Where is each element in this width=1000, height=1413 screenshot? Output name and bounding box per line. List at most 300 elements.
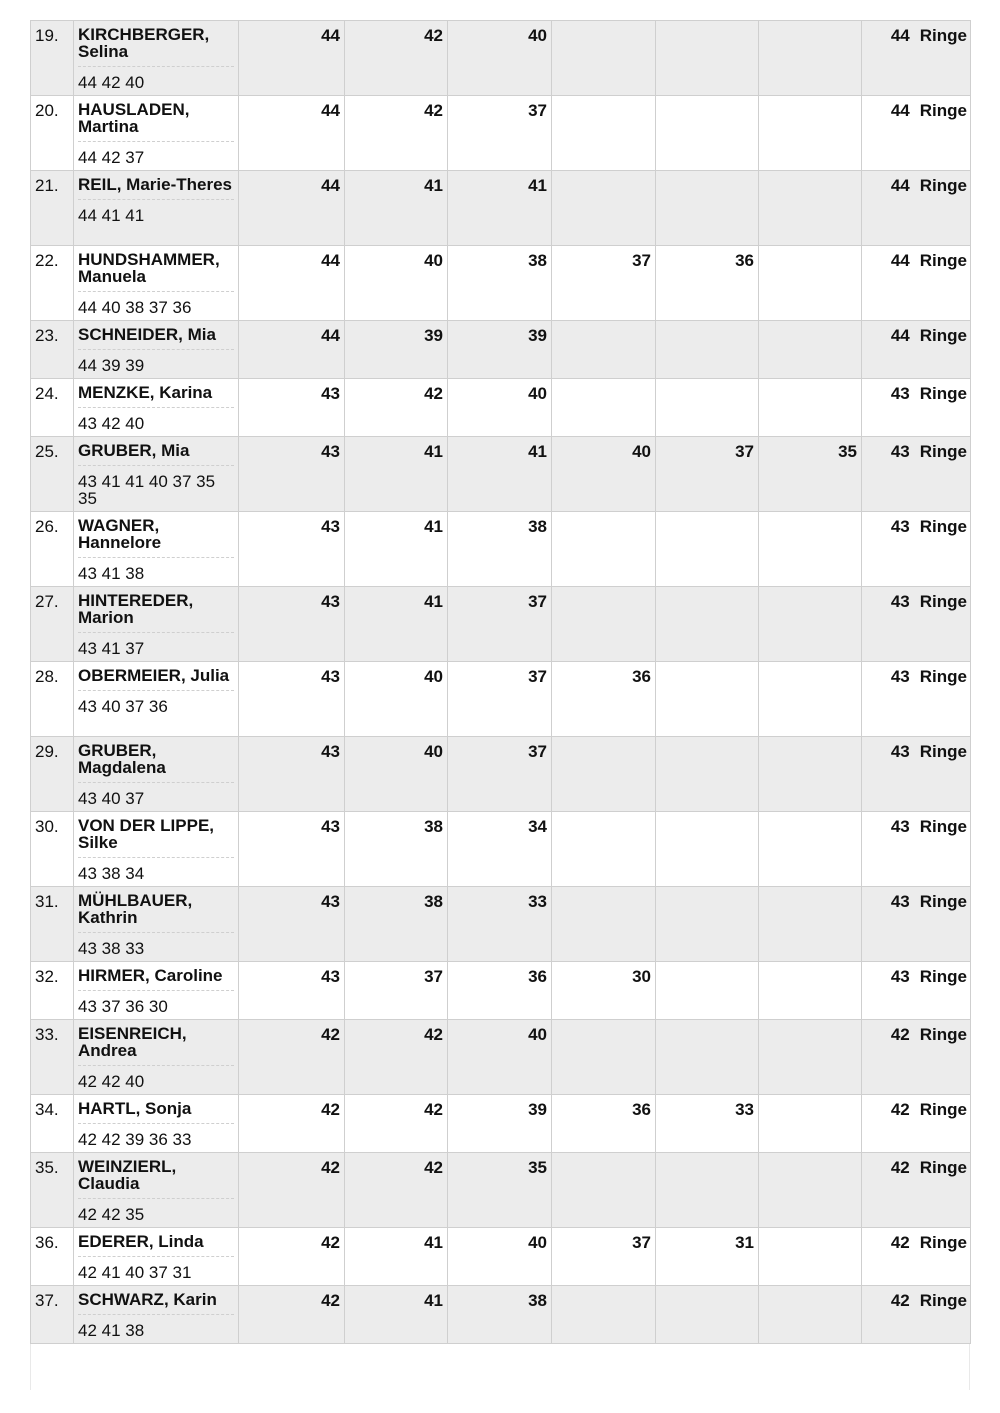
result-cell [862, 96, 971, 171]
score-value: 36 [632, 667, 651, 686]
series-summary: 42 42 39 36 33 [78, 1123, 234, 1148]
score-cell [239, 437, 345, 512]
score-cell [239, 737, 345, 812]
score-cell [552, 587, 656, 662]
rank: 32. [35, 967, 59, 986]
score-value: 41 [424, 442, 443, 461]
rank-cell [31, 171, 74, 246]
result-unit: Ringe [919, 26, 967, 45]
result-value: 43 [890, 592, 910, 611]
table-row [31, 662, 971, 737]
table-row [31, 1228, 971, 1286]
rank-cell [31, 1286, 74, 1344]
result-value: 43 [890, 742, 910, 761]
score-cell [656, 962, 759, 1020]
name-cell [74, 437, 239, 512]
name-cell [74, 1095, 239, 1153]
score-value: 37 [424, 967, 443, 986]
rank: 35. [35, 1158, 59, 1177]
score-value: 41 [424, 1291, 443, 1310]
score-cell [656, 171, 759, 246]
score-cell [448, 437, 552, 512]
series-summary: 42 42 40 [78, 1065, 234, 1090]
score-cell [552, 1286, 656, 1344]
score-cell [345, 1095, 448, 1153]
score-value: 43 [321, 817, 340, 836]
result-cell [862, 587, 971, 662]
shooter-name: EDERER, Linda [78, 1232, 204, 1251]
score-cell [448, 1020, 552, 1095]
score-cell [552, 171, 656, 246]
result-value: 43 [890, 967, 910, 986]
score-cell [656, 887, 759, 962]
table-row [31, 96, 971, 171]
score-cell [239, 379, 345, 437]
shooter-name: SCHWARZ, Karin [78, 1290, 217, 1309]
score-value: 39 [528, 326, 547, 345]
score-cell [345, 1153, 448, 1228]
score-value: 37 [528, 667, 547, 686]
result-cell [862, 21, 971, 96]
result-unit: Ringe [919, 1025, 967, 1044]
result-value: 44 [890, 26, 910, 45]
score-value: 38 [424, 817, 443, 836]
shooter-name: VON DER LIPPE, Silke [78, 816, 215, 852]
table-row [31, 1095, 971, 1153]
score-cell [759, 379, 862, 437]
series-summary: 44 39 39 [78, 349, 234, 374]
score-cell [759, 1228, 862, 1286]
result-unit: Ringe [919, 967, 967, 986]
score-cell [656, 587, 759, 662]
table-row [31, 321, 971, 379]
score-value: 37 [528, 742, 547, 761]
score-value: 42 [424, 384, 443, 403]
series-summary: 43 38 34 [78, 857, 234, 882]
score-value: 36 [632, 1100, 651, 1119]
result-cell [862, 379, 971, 437]
score-value: 42 [424, 26, 443, 45]
result-value: 42 [890, 1158, 910, 1177]
score-cell [759, 171, 862, 246]
name-cell [74, 962, 239, 1020]
table-row [31, 587, 971, 662]
table-row [31, 737, 971, 812]
result-unit: Ringe [919, 1233, 967, 1252]
score-cell [759, 737, 862, 812]
score-cell [656, 1020, 759, 1095]
score-cell [759, 512, 862, 587]
score-cell [759, 96, 862, 171]
rank-cell [31, 587, 74, 662]
score-cell [448, 587, 552, 662]
score-cell [656, 812, 759, 887]
score-cell [448, 21, 552, 96]
score-value: 37 [528, 592, 547, 611]
shooter-name: KIRCHBERGER, Selina [78, 25, 210, 61]
name-cell [74, 96, 239, 171]
name-cell [74, 512, 239, 587]
name-cell [74, 1153, 239, 1228]
result-cell [862, 812, 971, 887]
score-value: 37 [632, 1233, 651, 1252]
score-value: 42 [321, 1158, 340, 1177]
series-summary: 43 40 37 36 [78, 690, 234, 715]
score-value: 31 [735, 1233, 754, 1252]
score-cell [552, 21, 656, 96]
score-cell [759, 1020, 862, 1095]
score-cell [345, 962, 448, 1020]
shooter-name: GRUBER, Magdalena [78, 741, 166, 777]
score-value: 37 [528, 101, 547, 120]
rank-cell [31, 379, 74, 437]
result-unit: Ringe [919, 1100, 967, 1119]
score-value: 43 [321, 892, 340, 911]
series-summary: 43 40 37 [78, 782, 234, 807]
series-summary: 43 41 38 [78, 557, 234, 582]
result-unit: Ringe [919, 517, 967, 536]
name-cell [74, 21, 239, 96]
result-unit: Ringe [919, 667, 967, 686]
result-cell [862, 246, 971, 321]
score-value: 40 [528, 384, 547, 403]
rank-cell [31, 21, 74, 96]
rank: 22. [35, 251, 59, 270]
shooter-name: EISENREICH, Andrea [78, 1024, 187, 1060]
score-value: 42 [424, 1100, 443, 1119]
name-cell [74, 171, 239, 246]
score-cell [448, 512, 552, 587]
score-value: 30 [632, 967, 651, 986]
score-cell [656, 1228, 759, 1286]
table-row [31, 246, 971, 321]
score-value: 34 [528, 817, 547, 836]
result-value: 44 [890, 251, 910, 270]
name-cell [74, 887, 239, 962]
score-cell [345, 246, 448, 321]
rank-cell [31, 246, 74, 321]
result-cell [862, 887, 971, 962]
rank: 28. [35, 667, 59, 686]
score-cell [345, 1286, 448, 1344]
result-unit: Ringe [919, 817, 967, 836]
rank-cell [31, 1020, 74, 1095]
score-cell [239, 662, 345, 737]
score-value: 37 [632, 251, 651, 270]
table-row [31, 887, 971, 962]
score-cell [656, 1153, 759, 1228]
score-cell [552, 437, 656, 512]
series-summary: 42 41 40 37 31 [78, 1256, 234, 1281]
score-cell [552, 1228, 656, 1286]
score-cell [239, 171, 345, 246]
result-unit: Ringe [919, 442, 967, 461]
shooter-name: SCHNEIDER, Mia [78, 325, 216, 344]
score-cell [239, 96, 345, 171]
name-cell [74, 662, 239, 737]
score-value: 41 [424, 1233, 443, 1252]
table-row [31, 21, 971, 96]
result-value: 44 [890, 101, 910, 120]
series-summary: 44 42 40 [78, 66, 234, 91]
score-cell [345, 1228, 448, 1286]
result-cell [862, 321, 971, 379]
name-cell [74, 379, 239, 437]
name-cell [74, 737, 239, 812]
series-summary: 44 41 41 [78, 199, 234, 224]
score-value: 41 [424, 176, 443, 195]
name-cell [74, 1286, 239, 1344]
score-cell [759, 812, 862, 887]
score-cell [345, 437, 448, 512]
score-cell [239, 246, 345, 321]
rank: 33. [35, 1025, 59, 1044]
score-cell [239, 1020, 345, 1095]
result-cell [862, 662, 971, 737]
result-unit: Ringe [919, 101, 967, 120]
result-cell [862, 1286, 971, 1344]
score-value: 42 [321, 1291, 340, 1310]
rank: 36. [35, 1233, 59, 1252]
score-value: 44 [321, 26, 340, 45]
score-cell [759, 321, 862, 379]
score-value: 42 [321, 1100, 340, 1119]
result-cell [862, 171, 971, 246]
result-cell [862, 1095, 971, 1153]
series-summary: 42 41 38 [78, 1314, 234, 1339]
score-cell [448, 1095, 552, 1153]
score-cell [552, 962, 656, 1020]
score-value: 40 [528, 1025, 547, 1044]
rank: 31. [35, 892, 59, 911]
score-value: 40 [424, 251, 443, 270]
table-row [31, 379, 971, 437]
score-value: 35 [838, 442, 857, 461]
result-cell [862, 512, 971, 587]
score-cell [552, 379, 656, 437]
score-value: 42 [424, 1158, 443, 1177]
series-summary: 44 40 38 37 36 [78, 291, 234, 316]
shooter-name: HARTL, Sonja [78, 1099, 192, 1118]
rank: 25. [35, 442, 59, 461]
score-cell [345, 737, 448, 812]
score-cell [345, 171, 448, 246]
score-cell [552, 887, 656, 962]
score-cell [759, 1153, 862, 1228]
score-value: 44 [321, 176, 340, 195]
score-cell [239, 1286, 345, 1344]
name-cell [74, 587, 239, 662]
score-value: 41 [424, 517, 443, 536]
score-value: 42 [424, 1025, 443, 1044]
rank: 26. [35, 517, 59, 536]
table-row [31, 812, 971, 887]
result-value: 43 [890, 892, 910, 911]
score-value: 42 [321, 1233, 340, 1252]
table-row [31, 962, 971, 1020]
score-cell [448, 662, 552, 737]
score-value: 40 [528, 1233, 547, 1252]
score-value: 41 [528, 176, 547, 195]
score-value: 40 [424, 667, 443, 686]
score-cell [759, 437, 862, 512]
shooter-name: GRUBER, Mia [78, 441, 190, 460]
score-value: 33 [528, 892, 547, 911]
score-cell [345, 587, 448, 662]
score-cell [239, 512, 345, 587]
score-cell [239, 1153, 345, 1228]
result-unit: Ringe [919, 1158, 967, 1177]
rank-cell [31, 737, 74, 812]
rank: 37. [35, 1291, 59, 1310]
shooter-name: HIRMER, Caroline [78, 966, 223, 985]
result-value: 43 [890, 667, 910, 686]
score-value: 43 [321, 742, 340, 761]
score-cell [448, 1228, 552, 1286]
score-cell [656, 437, 759, 512]
rank-cell [31, 1095, 74, 1153]
result-value: 44 [890, 326, 910, 345]
shooter-name: HINTEREDER, Marion [78, 591, 194, 627]
rank: 20. [35, 101, 59, 120]
score-value: 41 [528, 442, 547, 461]
score-value: 41 [424, 592, 443, 611]
score-cell [759, 587, 862, 662]
shooter-name: REIL, Marie-Theres [78, 175, 232, 194]
name-cell [74, 246, 239, 321]
shooter-name: MÜHLBAUER, Kathrin [78, 891, 193, 927]
table-row [31, 1020, 971, 1095]
score-value: 33 [735, 1100, 754, 1119]
series-summary: 44 42 37 [78, 141, 234, 166]
score-cell [552, 1153, 656, 1228]
score-cell [239, 321, 345, 379]
score-value: 42 [424, 101, 443, 120]
table-footer-space [30, 1344, 970, 1390]
score-cell [448, 812, 552, 887]
score-value: 40 [424, 742, 443, 761]
result-unit: Ringe [919, 176, 967, 195]
score-value: 43 [321, 384, 340, 403]
score-cell [759, 887, 862, 962]
score-cell [239, 21, 345, 96]
score-value: 43 [321, 967, 340, 986]
score-cell [552, 246, 656, 321]
score-cell [656, 512, 759, 587]
result-value: 42 [890, 1233, 910, 1252]
score-value: 43 [321, 667, 340, 686]
result-unit: Ringe [919, 742, 967, 761]
result-value: 42 [890, 1291, 910, 1310]
result-cell [862, 1228, 971, 1286]
score-value: 43 [321, 592, 340, 611]
score-cell [552, 321, 656, 379]
score-value: 44 [321, 101, 340, 120]
rank-cell [31, 321, 74, 379]
score-value: 43 [321, 517, 340, 536]
score-cell [656, 1286, 759, 1344]
score-value: 39 [528, 1100, 547, 1119]
series-summary: 42 42 35 [78, 1198, 234, 1223]
score-value: 38 [528, 517, 547, 536]
score-cell [239, 962, 345, 1020]
rank-cell [31, 662, 74, 737]
score-cell [345, 887, 448, 962]
score-cell [345, 21, 448, 96]
result-unit: Ringe [919, 1291, 967, 1310]
score-cell [656, 246, 759, 321]
score-cell [345, 1020, 448, 1095]
shooter-name: WAGNER, Hannelore [78, 516, 162, 552]
table-row [31, 512, 971, 587]
table-row [31, 1153, 971, 1228]
score-value: 37 [735, 442, 754, 461]
result-cell [862, 1153, 971, 1228]
score-value: 38 [528, 1291, 547, 1310]
rank-cell [31, 437, 74, 512]
result-cell [862, 737, 971, 812]
score-cell [656, 21, 759, 96]
shooter-name: HAUSLADEN, Martina [78, 100, 190, 136]
rank-cell [31, 812, 74, 887]
score-value: 40 [632, 442, 651, 461]
score-cell [759, 1286, 862, 1344]
score-value: 43 [321, 442, 340, 461]
score-cell [448, 1153, 552, 1228]
table-row [31, 437, 971, 512]
rank-cell [31, 1228, 74, 1286]
score-value: 40 [528, 26, 547, 45]
score-cell [759, 1095, 862, 1153]
score-cell [239, 587, 345, 662]
rank: 30. [35, 817, 59, 836]
result-unit: Ringe [919, 892, 967, 911]
result-value: 43 [890, 517, 910, 536]
series-summary: 43 41 41 40 37 35 35 [78, 465, 234, 507]
name-cell [74, 1020, 239, 1095]
rank: 23. [35, 326, 59, 345]
rank-cell [31, 512, 74, 587]
rank: 19. [35, 26, 59, 45]
score-cell [552, 512, 656, 587]
table-row [31, 171, 971, 246]
score-cell [239, 812, 345, 887]
result-cell [862, 962, 971, 1020]
series-summary: 43 37 36 30 [78, 990, 234, 1015]
result-value: 42 [890, 1100, 910, 1119]
score-cell [552, 96, 656, 171]
score-cell [345, 662, 448, 737]
score-cell [448, 321, 552, 379]
shooter-name: HUNDSHAMMER, Manuela [78, 250, 220, 286]
score-cell [656, 379, 759, 437]
series-summary: 43 38 33 [78, 932, 234, 957]
score-cell [239, 1228, 345, 1286]
score-cell [656, 96, 759, 171]
result-unit: Ringe [919, 326, 967, 345]
rank: 24. [35, 384, 59, 403]
score-value: 36 [735, 251, 754, 270]
score-value: 38 [528, 251, 547, 270]
score-value: 36 [528, 967, 547, 986]
shooter-name: WEINZIERL, Claudia [78, 1157, 177, 1193]
score-cell [656, 1095, 759, 1153]
score-value: 35 [528, 1158, 547, 1177]
series-summary: 43 42 40 [78, 407, 234, 432]
score-cell [448, 96, 552, 171]
result-value: 42 [890, 1025, 910, 1044]
score-cell [759, 662, 862, 737]
